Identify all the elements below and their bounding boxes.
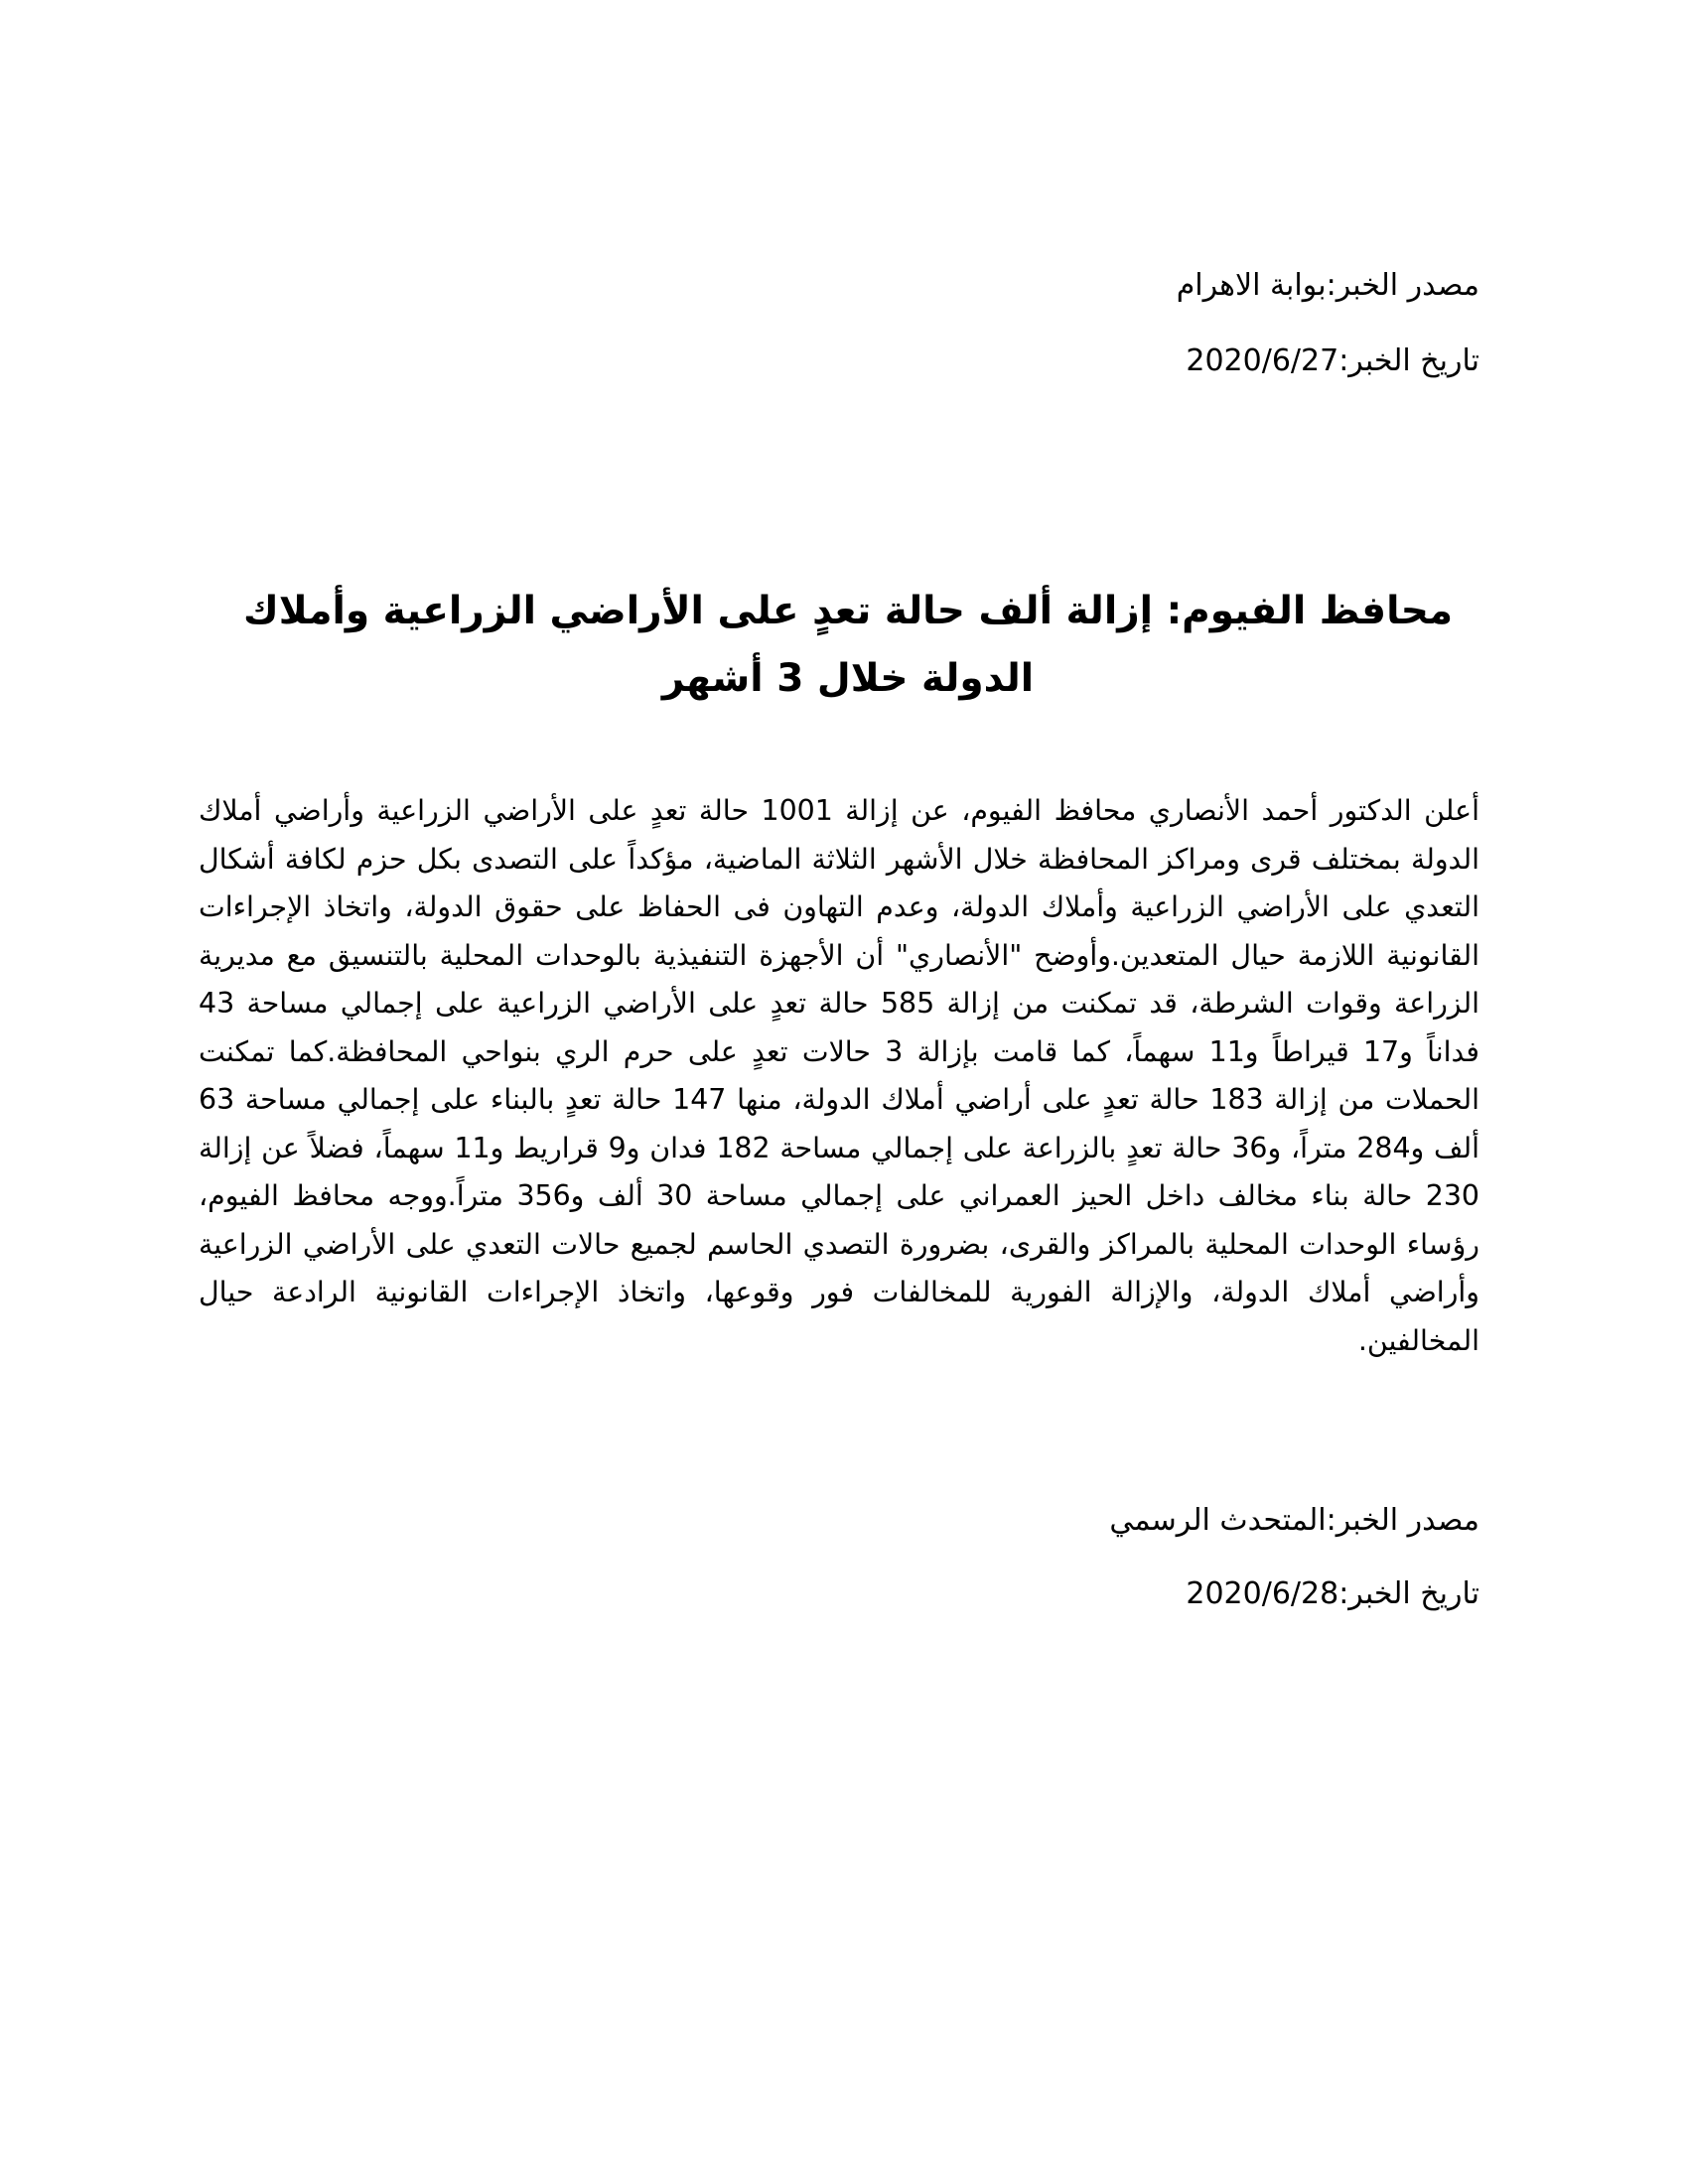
news-date-line: تاريخ الخبر:2020/6/27: [1186, 343, 1479, 378]
official-date-line: تاريخ الخبر:2020/6/28: [1186, 1576, 1479, 1611]
official-source-line: مصدر الخبر:المتحدث الرسمي: [1109, 1503, 1479, 1538]
news-source-line: مصدر الخبر:بوابة الاهرام: [1176, 268, 1479, 303]
article-headline: محافظ الفيوم: إزالة ألف حالة تعدٍ على الأراضي الزراعية وأملاك الدولة خلال 3 أشهر: [242, 589, 1453, 701]
article-body: أعلن الدكتور أحمد الأنصاري محافظ الفيوم، عن إزالة 1001 حالة تعدٍ على الأراضي الزراعية وأراضي أملاك الدولة بمختلف قرى ومراكز المحافظة خلال الأشهر الثلاثة الماضية، مؤكداً على التصدى بكل حزم لكافة أشكال التعدي على الأراضي الزراعية وأملاك الدولة، وعدم التهاون فى الحفاظ على حقوق الدولة، واتخاذ الإجراءات القانونية اللازمة حيال المتعدين.وأوضح "الأنصاري" أن الأجهزة التنفيذية بالوحدات المحلية بالتنسيق مع مديرية الزراعة وقوات الشرطة، قد تمكنت من إزالة 585 حالة تعدٍ على الأراضي الزراعية على إجمالي مساحة 43 فداناً و17 قيراطاً و11 سهماً، كما قامت بإزالة 3 حالات تعدٍ على حرم الري بنواحي المحافظة.كما تمكنت الحملات من إزالة 183 حالة تعدٍ على أراضي أملاك الدولة، منها 147 حالة تعدٍ بالبناء على إجمالي مساحة 63 ألف و284 متراً، و36 حالة تعدٍ بالزراعة على إجمالي مساحة 182 فدان و9 قراريط و11 سهماً، فضلاً عن إزالة 230 حالة بناء مخالف داخل الحيز العمراني على إجمالي مساحة 30 ألف و356 متراً.ووجه محافظ الفيوم، رؤساء الوحدات المحلية بالمراكز والقرى، بضرورة التصدي الحاسم لجميع حالات التعدي على الأراضي الزراعية وأراضي أملاك الدولة، والإزالة الفورية للمخالفات فور وقوعها، واتخاذ الإجراءات القانونية الرادعة حيال المخالفين.: [199, 794, 1480, 1357]
